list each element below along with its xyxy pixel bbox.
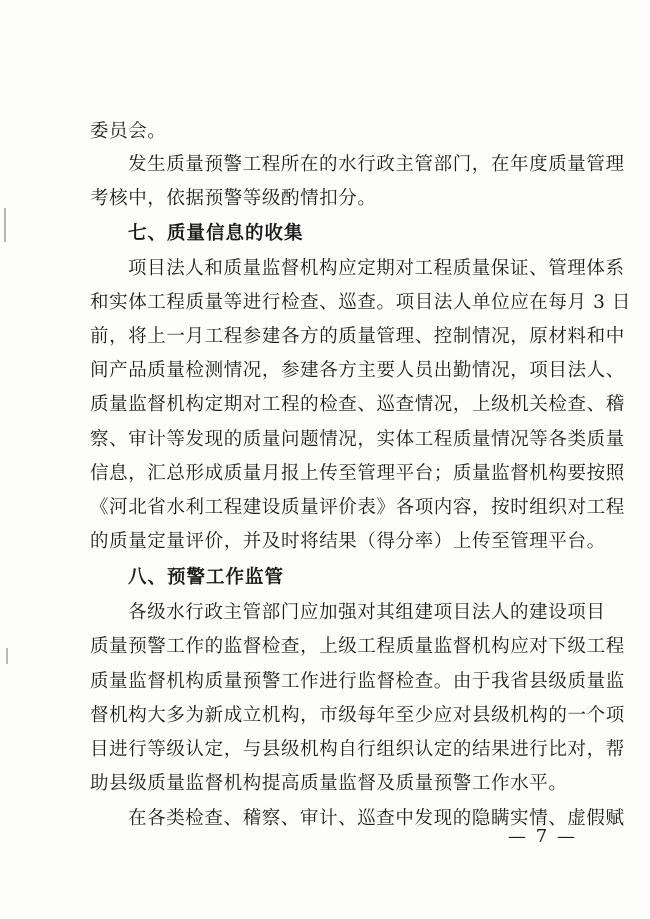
text-line-6: 和实体工程质量等进行检查、巡查。项目法人单位应在每月 3 日	[90, 292, 632, 313]
text-line-9: 质量监督机构定期对工程的检查、巡查情况，上级机关检查、稽	[90, 394, 625, 415]
page-number: — 7 —	[508, 826, 577, 847]
text-line-7: 前，将上一月工程参建各方的质量管理、控制情况，原材料和中	[90, 326, 625, 347]
text-line-15: 各级水行政主管部门应加强对其组建项目法人的建设项目	[128, 602, 606, 623]
text-line-2: 发生质量预警工程所在的水行政主管部门，在年度质量管理	[128, 154, 625, 175]
text-line-5: 项目法人和质量监督机构应定期对工程质量保证、管理体系	[128, 258, 625, 279]
text-line-21: 在各类检查、稽察、审计、巡查中发现的隐瞒实情、虚假赋	[128, 808, 625, 829]
scan-mark-left-upper	[4, 208, 6, 242]
text-line-12: 《河北省水利工程建设质量评价表》各项内容，按时组织对工程	[90, 497, 625, 518]
text-line-17: 质量监督机构质量预警工作进行监督检查。由于我省县级质量监	[90, 671, 625, 692]
text-line-1: 委员会。	[90, 121, 167, 142]
text-line-20: 助县级质量监督机构提高质量监督及质量预警工作水平。	[90, 773, 568, 794]
text-line-16: 质量预警工作的监督检查，上级工程质量监督机构应对下级工程	[90, 636, 625, 657]
text-line-3: 考核中，依据预警等级酌情扣分。	[90, 188, 377, 209]
section-heading-7: 七、质量信息的收集	[128, 223, 304, 244]
text-line-19: 目进行等级认定，与县级机构自行组织认定的结果进行比对，帮	[90, 739, 625, 760]
text-line-11: 信息，汇总形成质量月报上传至管理平台；质量监督机构要按照	[90, 463, 625, 484]
text-line-13: 的质量定量评价，并及时将结果（得分率）上传至管理平台。	[90, 531, 606, 552]
text-line-18: 督机构大多为新成立机构，市级每年至少应对县级机构的一个项	[90, 705, 625, 726]
text-line-8: 间产品质量检测情况，参建各方主要人员出勤情况，项目法人、	[90, 360, 625, 381]
section-heading-8: 八、预警工作监管	[128, 567, 285, 588]
scan-mark-left-lower	[6, 648, 8, 664]
text-line-10: 察、审计等发现的质量问题情况，实体工程质量情况等各类质量	[90, 429, 625, 450]
